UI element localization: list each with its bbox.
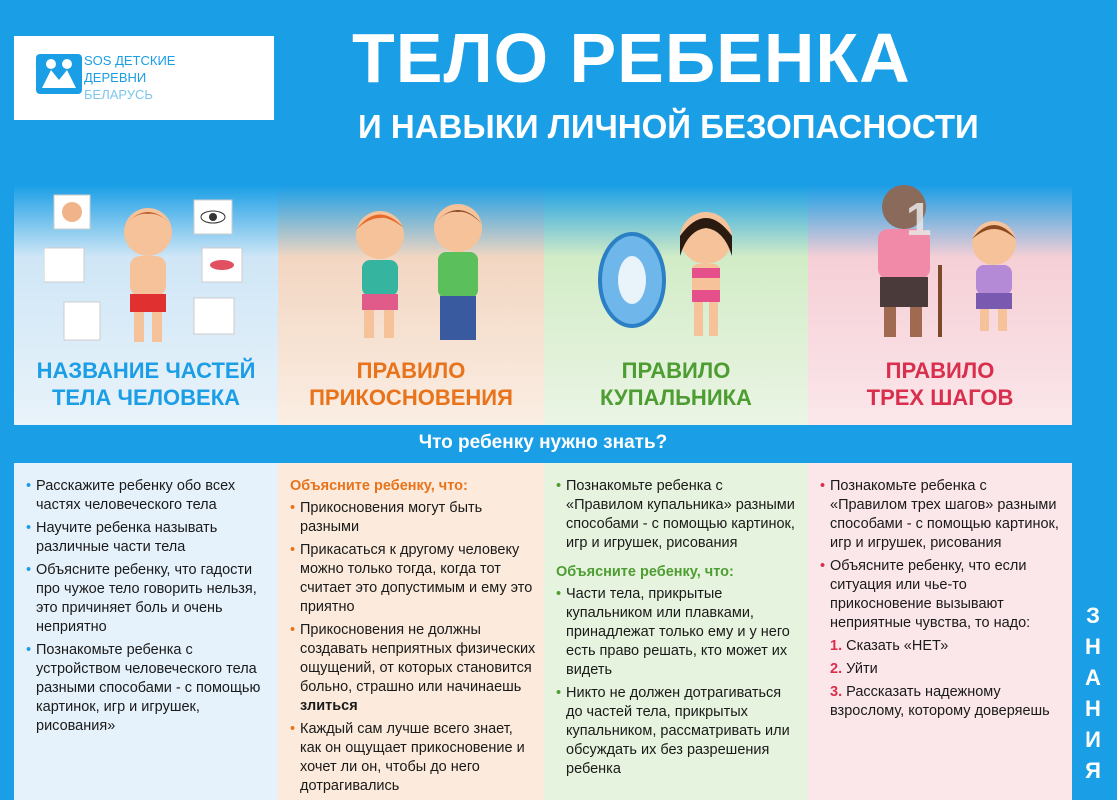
column-body-parts (14, 463, 278, 800)
panel-body-parts (14, 185, 278, 425)
logo-line-3: БЕЛАРУСЬ (84, 87, 153, 102)
panel-three-steps-rule (808, 185, 1072, 425)
step-item (820, 660, 1064, 679)
panel-3-title-line-2: КУПАЛЬНИКА (600, 385, 752, 410)
side-letter: И (1085, 727, 1101, 752)
step-item (820, 683, 1064, 721)
list-item: • Прикосновения не должны создавать неприятных физических ощущений, от которых становится больно, страшно или начинаешь злиться (290, 621, 536, 716)
column-touch-rule (278, 463, 544, 800)
step-number: 3. (830, 684, 843, 700)
step-number: 1. (830, 638, 843, 654)
side-letter: Н (1085, 696, 1101, 721)
col3-list (556, 585, 800, 779)
list-item: • Познакомьте ребенка с «Правилом купальника» разными способами - с помощью картинок, игр и игрушек, рисования (556, 477, 800, 553)
col3-heading: Объясните ребенку, что: (556, 564, 734, 580)
panel-touch-rule (278, 185, 544, 425)
list-item: • Прикасаться к другому человеку можно только тогда, когда тот считает это допустимым и ему это приятно (290, 541, 536, 617)
side-letter: А (1085, 665, 1101, 690)
page-title: ТЕЛО РЕБЕНКА (352, 19, 911, 97)
step-number: 2. (830, 661, 843, 677)
step-text: Рассказать надежному взрослому, которому доверяешь (830, 684, 1050, 719)
sos-logo-icon (36, 54, 82, 94)
logo-text (84, 52, 175, 103)
step-text: Сказать «НЕТ» (846, 638, 949, 654)
col2-heading: Объясните ребенку, что: (290, 478, 468, 494)
list-item: • Познакомьте ребенка с «Правилом трех шагов» разными способами - с помощью картинок, игр и игрушек, рисования (820, 477, 1064, 553)
side-letter: Н (1085, 634, 1101, 659)
col4-list (820, 477, 1064, 633)
steps-list (820, 637, 1064, 721)
list-item: • Никто не должен дотрагиваться до частей тела, прикрытых купальником, рассматривать или обсуждать их без разрешения ребенка (556, 684, 800, 779)
panel-swimsuit-rule (544, 185, 808, 425)
section-question: Что ребенку нужно знать? (418, 432, 668, 453)
stranger-and-girl-illustration (858, 185, 1048, 345)
panel-2-title-line-1: ПРАВИЛО (356, 358, 466, 383)
side-letter: З (1086, 603, 1100, 628)
panel-4-title-line-1: ПРАВИЛО (885, 358, 995, 383)
column-swimsuit-rule (544, 463, 808, 800)
illustration-number: 1 (906, 193, 932, 245)
logo (14, 36, 274, 120)
list-item: • Прикосновения могут быть разными (290, 499, 536, 537)
col3-list-top (556, 477, 800, 553)
panel-4-title-line-2: ТРЕХ ШАГОВ (866, 385, 1014, 410)
list-item: • Расскажите ребенку обо всех частях человеческого тела (26, 477, 270, 515)
list-item: • Объясните ребенку, что если ситуация или чье-то прикосновение вызывают неприятные чувства, то надо: (820, 557, 1064, 633)
col1-list (26, 477, 270, 736)
step-item (820, 637, 1064, 656)
emphasis-word: злиться (300, 698, 358, 714)
side-label-knowledge (1076, 600, 1110, 786)
girl-swimsuit-illustration (594, 200, 774, 350)
list-item: • Части тела, прикрытые купальником или плавками, принадлежат только ему и у него есть право решать, кто может их видеть (556, 585, 800, 680)
children-touch-illustration (318, 190, 518, 350)
page-subtitle: И НАВЫКИ ЛИЧНОЙ БЕЗОПАСНОСТИ (358, 108, 979, 145)
logo-line-2: ДЕРЕВНИ (84, 70, 147, 85)
col2-list (290, 499, 536, 796)
list-item: • Познакомьте ребенка с устройством человеческого тела разными способами - с помощью картинок, игр и игрушек, рисования» (26, 641, 270, 736)
list-item: • Объясните ребенку, что гадости про чужое тело говорить нельзя, это причиняет боль и очень неприятно (26, 561, 270, 637)
side-letter: Я (1085, 758, 1101, 783)
logo-line-1: SOS ДЕТСКИЕ (84, 53, 176, 68)
list-item: • Каждый сам лучше всего знает, как он ощущает прикосновение и хочет ли он, чтобы до него дотрагивались (290, 720, 536, 796)
panel-2-title-line-2: ПРИКОСНОВЕНИЯ (309, 385, 513, 410)
list-item: • Научите ребенка называть различные части тела (26, 519, 270, 557)
panel-1-title-line-2: ТЕЛА ЧЕЛОВЕКА (51, 385, 241, 410)
step-text: Уйти (846, 661, 878, 677)
panel-3-title-line-1: ПРАВИЛО (621, 358, 731, 383)
panel-1-title-line-1: НАЗВАНИЕ ЧАСТЕЙ (36, 358, 256, 383)
boy-body-parts-illustration (44, 190, 254, 350)
column-three-steps (808, 463, 1072, 800)
